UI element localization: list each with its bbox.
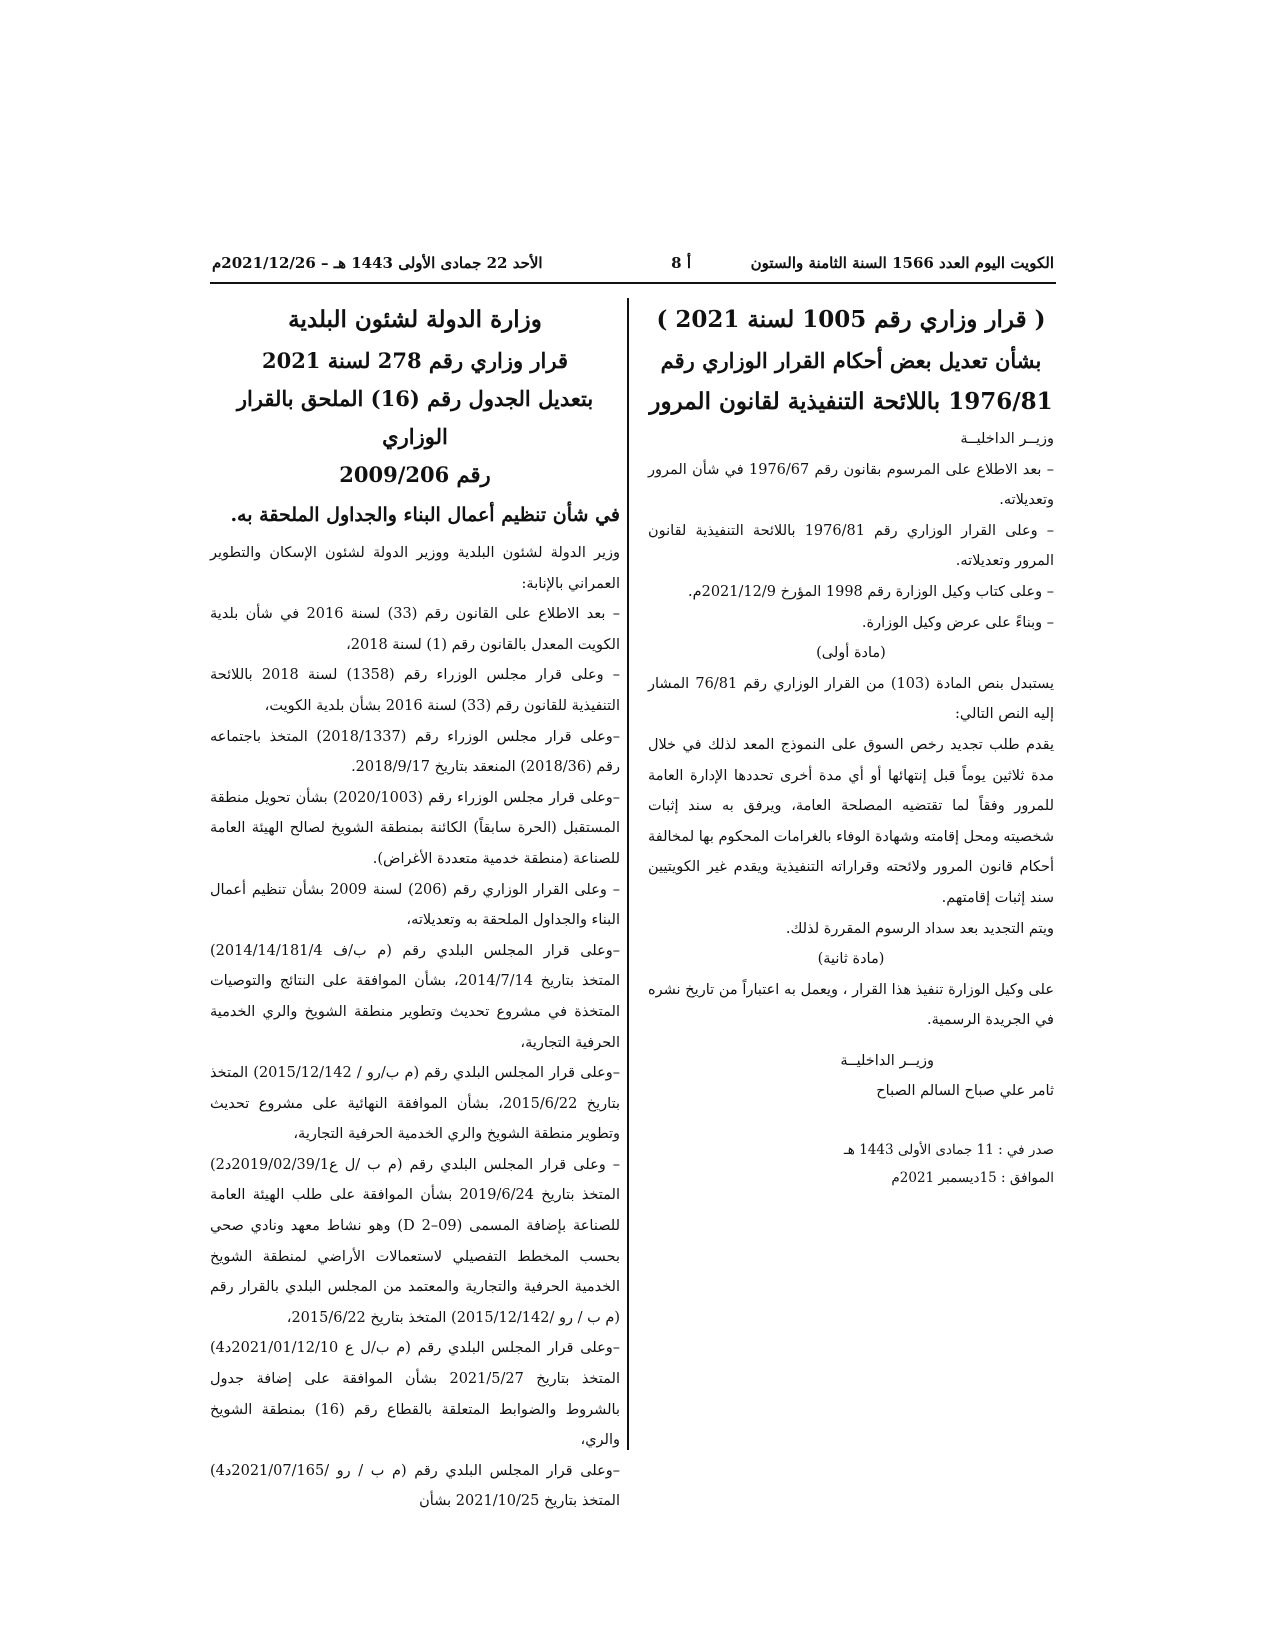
decision-title: قرار وزاري رقم 278 لسنة 2021	[261, 348, 569, 373]
preamble-item: –وعلى قرار مجلس الوزراء رقم (2018/1337) المتخذ باجتماعه رقم (2018/36) المنعقد بتاريخ 2018/9/17.	[210, 728, 620, 776]
decision-subject-line1: بتعديل الجدول رقم (16) الملحق بالقرار الوزاري	[236, 386, 594, 449]
preamble-item: – بعد الاطلاع على القانون رقم (33) لسنة 2016 في شأن بلدية الكويت المعدل بالقانون رقم (1) لسنة 2018،	[210, 606, 620, 653]
issued-date-hijri: صدر في : 11 جمادى الأولى 1443 هـ	[843, 1141, 1054, 1158]
minister-heading: وزيــر الداخليــة	[960, 431, 1054, 447]
header-date: الأحد 22 جمادى الأولى 1443 هـ – 2021/12/26م	[212, 254, 543, 272]
decision-subject-line3: في شأن تنظيم أعمال البناء والجداول الملحقة به.	[230, 504, 620, 526]
preamble-item: – وبناءً على عرض وكيل الوزارة.	[861, 614, 1054, 631]
decision-title: ( قرار وزاري رقم 1005 لسنة 2021 )	[656, 306, 1046, 333]
article-1-heading: (مادة أولى)	[816, 645, 886, 662]
preamble-item: –وعلى قرار المجلس البلدي رقم (م ب/ف 2014/14/181/4) المتخذ بتاريخ 2014/7/14، بشأن الموافقة على النتائج والتوصيات المتخذة في مشروع تحديث وتطوير منطقة الشويخ والري الخدمية الحرفية التجارية،	[210, 942, 620, 1051]
right-column	[648, 298, 1054, 1192]
preamble-item: – وعلى قرار المجلس البلدي رقم (م ب /ل ع2019/02/39/1د2) المتخذ بتاريخ 2019/6/24 بشأن الموافقة على طلب الهيئة العامة للصناعة بإضافة المسمى (09–2 D) وهو نشاط معهد ونادي صحي بحسب المخطط التفصيلي لاستعمالات الأراضي لمنطقة الشويخ الخدمية الحرفية والتجارية والمعتمد من المجلس البلدي بالقرار رقم (م ب / رو /2015/12/142) المتخذ بتاريخ 2015/6/22،	[210, 1156, 621, 1326]
preamble-item: – وعلى قرار مجلس الوزراء رقم (1358) لسنة 2018 باللائحة التنفيذية للقانون رقم (33) لسنة 2016 بشأن بلدية الكويت،	[210, 667, 620, 714]
preamble-item: – وعلى القرار الوزاري رقم (206) لسنة 2009 بشأن تنظيم أعمال البناء والجداول الملحقة به وتعديلاته،	[210, 881, 620, 929]
article-2-text: على وكيل الوزارة تنفيذ هذا القرار ، ويعمل به اعتباراً من تاريخ نشره في الجريدة الرسمية.	[648, 981, 1054, 1029]
signature-title: وزيــر الداخليــة	[840, 1052, 934, 1069]
decision-subject-line1: بشأن تعديل بعض أحكام القرار الوزاري رقم	[660, 348, 1042, 373]
minister-intro: وزير الدولة لشئون البلدية ووزير الدولة لشئون الإسكان والتطوير العمراني بالإنابة:	[210, 545, 620, 592]
header-page-number: أ 8	[671, 254, 691, 272]
preamble-item: –وعلى قرار المجلس البلدي رقم (م ب/رو / 2015/12/142) المتخذ بتاريخ 2015/6/22، بشأن الموافقة النهائية على مشروع تحديث وتطوير منطقة الشويخ والري الخدمية الحرفية التجارية،	[210, 1065, 621, 1143]
column-divider	[627, 298, 629, 1450]
decision-subject-line2: 1976/81 باللائحة التنفيذية لقانون المرور	[649, 388, 1053, 415]
preamble-item: –وعلى قرار المجلس البلدي رقم (م ب/ل ع 2021/01/12/10د4) المتخذ بتاريخ 2021/5/27 بشأن الموافقة على إضافة جدول بالشروط والضوابط المتعلقة بالقطاع رقم (16) بمنطقة الشويخ والري،	[210, 1340, 620, 1449]
preamble-item: – بعد الاطلاع على المرسوم بقانون رقم 1976/67 في شأن المرور وتعديلاته.	[648, 461, 1054, 509]
page-header	[210, 250, 1056, 284]
preamble-item: – وعلى القرار الوزاري رقم 1976/81 باللائحة التنفيذية لقانون المرور وتعديلاته.	[648, 522, 1054, 570]
left-column	[210, 298, 620, 1517]
article-2-heading: (مادة ثانية)	[817, 951, 885, 968]
preamble-item: – وعلى كتاب وكيل الوزارة رقم 1998 المؤرخ 2021/12/9م.	[688, 583, 1054, 600]
decision-subject-line2: رقم 2009/206	[339, 462, 491, 487]
issued-date-gregorian: الموافق : 15ديسمبر 2021م	[891, 1169, 1054, 1186]
signature-name: ثامر علي صباح السالم الصباح	[876, 1082, 1054, 1099]
article-1-end: ويتم التجديد بعد سداد الرسوم المقررة لذلك.	[785, 920, 1054, 937]
preamble-item: –وعلى قرار مجلس الوزراء رقم (2020/1003) بشأن تحويل منطقة المستقبل (الحرة سابقاً) الكائنة بمنطقة الشويخ لصالح الهيئة العامة للصناعة (منطقة خدمية متعددة الأغراض).	[210, 789, 620, 867]
ministry-title: وزارة الدولة لشئون البلدية	[288, 306, 542, 333]
header-publication: الكويت اليوم العدد 1566 السنة الثامنة والستون	[750, 254, 1054, 272]
article-1-body: يقدم طلب تجديد رخص السوق على النموذج المعد لذلك في خلال مدة ثلاثين يوماً قبل إنتهائها أو أي مدة أخرى تحددها الإدارة العامة للمرور وفقاً لما تقتضيه المصلحة العامة، ويرفق به سند إثبات شخصيته ومحل إقامته وشهادة الوفاء بالغرامات المحكوم بها لمخالفة أحكام قانون المرور ولائحته وقراراته التنفيذية ويقدم غير الكويتيين سند إثبات إقامتهم.	[648, 736, 1054, 906]
preamble-item: –وعلى قرار المجلس البلدي رقم (م ب / رو /2021/07/165د4) المتخذ بتاريخ 2021/10/25 بشأن	[210, 1462, 620, 1510]
article-1-text: يستبدل بنص المادة (103) من القرار الوزاري رقم 76/81 المشار إليه النص التالي:	[648, 675, 1054, 723]
